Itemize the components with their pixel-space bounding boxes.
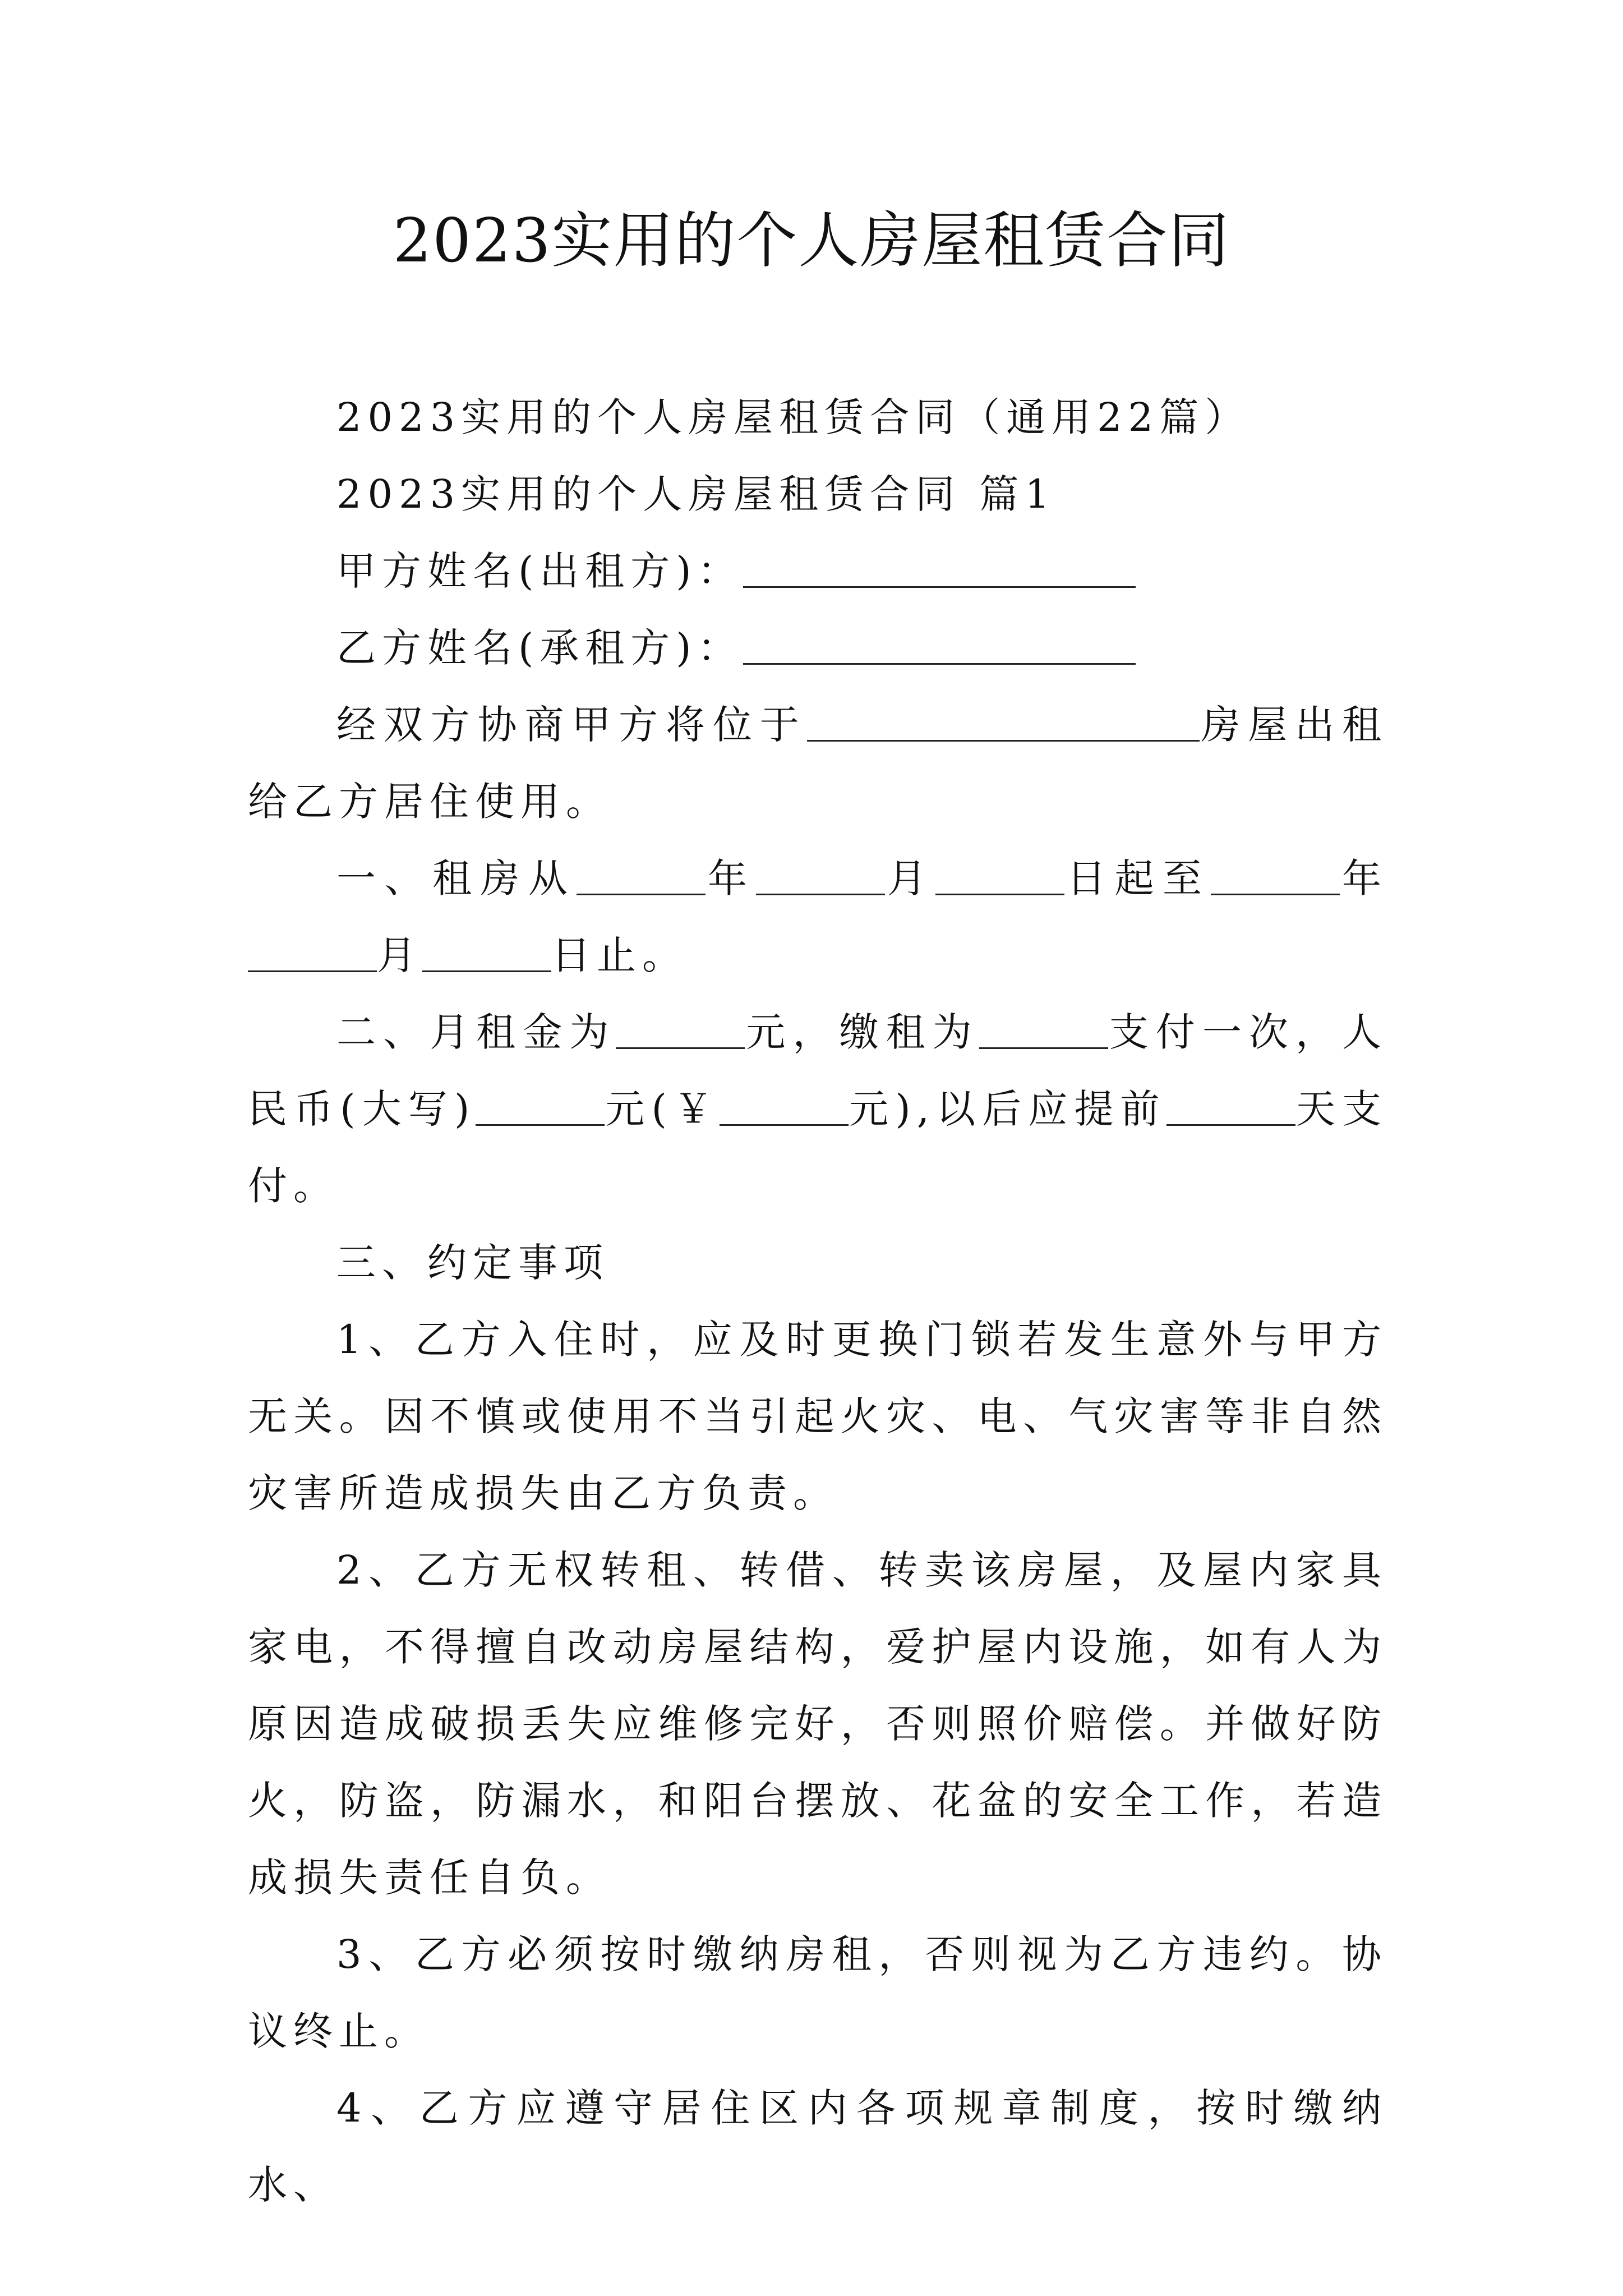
payment-period-blank bbox=[979, 1008, 1108, 1049]
landlord-line bbox=[248, 533, 1387, 610]
landlord-label: 甲方姓名(出租方)： bbox=[336, 548, 743, 594]
term-day-2: 日止。 bbox=[551, 932, 688, 978]
rent-capital-amount-blank bbox=[476, 1085, 605, 1126]
landlord-name-blank bbox=[743, 547, 1136, 588]
monthly-rent-blank bbox=[616, 1008, 745, 1049]
tenant-name-blank bbox=[743, 624, 1136, 665]
rent-text-3: 元(￥ bbox=[605, 1086, 720, 1132]
rent-text-1: 元，缴租为 bbox=[745, 1009, 979, 1055]
section-3-heading: 三、约定事项 bbox=[336, 1240, 609, 1286]
rent-paragraph bbox=[248, 994, 1387, 1225]
location-text-after: 房屋出租给乙方居住使用。 bbox=[248, 702, 1388, 825]
term-year-2: 年 bbox=[1339, 855, 1387, 901]
end-year-blank bbox=[1211, 854, 1340, 895]
rent-numeric-amount-blank bbox=[720, 1085, 849, 1126]
location-paragraph bbox=[248, 687, 1387, 840]
rent-text-5: 天支付。 bbox=[248, 1086, 1388, 1209]
chapter-heading: 2023实用的个人房屋租赁合同 篇1 bbox=[336, 471, 1056, 517]
start-year-blank bbox=[577, 854, 706, 895]
term-prefix: 一、租房从 bbox=[336, 855, 577, 901]
clause-1: 1、乙方入住时，应及时更换门锁若发生意外与甲方无关。因不慎或使用不当引起火灾、电、气灾害等非自然灾害所造成损失由乙方负责。 bbox=[248, 1317, 1387, 1516]
subtitle-paragraph: 2023实用的个人房屋租赁合同（通用22篇） bbox=[336, 394, 1251, 440]
term-paragraph bbox=[248, 840, 1387, 994]
clause-2: 2、乙方无权转租、转借、转卖该房屋，及屋内家具家电，不得擅自改动房屋结构，爱护屋内设施，如有人为原因造成破损丢失应维修完好，否则照价赔偿。并做好防火，防盗，防漏水，和阳台摆放、花盆的安全工作，若造成损失责任自负。 bbox=[248, 1547, 1387, 1901]
location-text-before: 经双方协商甲方将位于 bbox=[336, 702, 807, 748]
clause-3: 3、乙方必须按时缴纳房租，否则视为乙方违约。协议终止。 bbox=[248, 1931, 1387, 2054]
start-month-blank bbox=[756, 854, 885, 895]
advance-days-blank bbox=[1166, 1085, 1295, 1126]
start-day-blank bbox=[935, 854, 1064, 895]
end-day-blank bbox=[422, 931, 551, 972]
term-month-2: 月 bbox=[377, 932, 422, 978]
rent-text-4: 元),以后应提前 bbox=[849, 1086, 1166, 1132]
end-month-blank bbox=[248, 931, 377, 972]
tenant-line bbox=[248, 610, 1387, 687]
location-blank bbox=[807, 701, 1200, 742]
document-title: 2023实用的个人房屋租赁合同 bbox=[393, 206, 1230, 276]
rent-prefix: 二、月租金为 bbox=[336, 1009, 616, 1055]
rent-text-2: 支付一次，人民币(大写) bbox=[248, 1009, 1388, 1132]
term-year-1: 年 bbox=[705, 855, 756, 901]
term-day-1: 日起至 bbox=[1064, 855, 1211, 901]
clause-4: 4、乙方应遵守居住区内各项规章制度，按时缴纳水、 bbox=[248, 2085, 1387, 2208]
document-body bbox=[248, 379, 1387, 2224]
tenant-label: 乙方姓名(承租方)： bbox=[336, 625, 743, 671]
term-month-1: 月 bbox=[884, 855, 935, 901]
